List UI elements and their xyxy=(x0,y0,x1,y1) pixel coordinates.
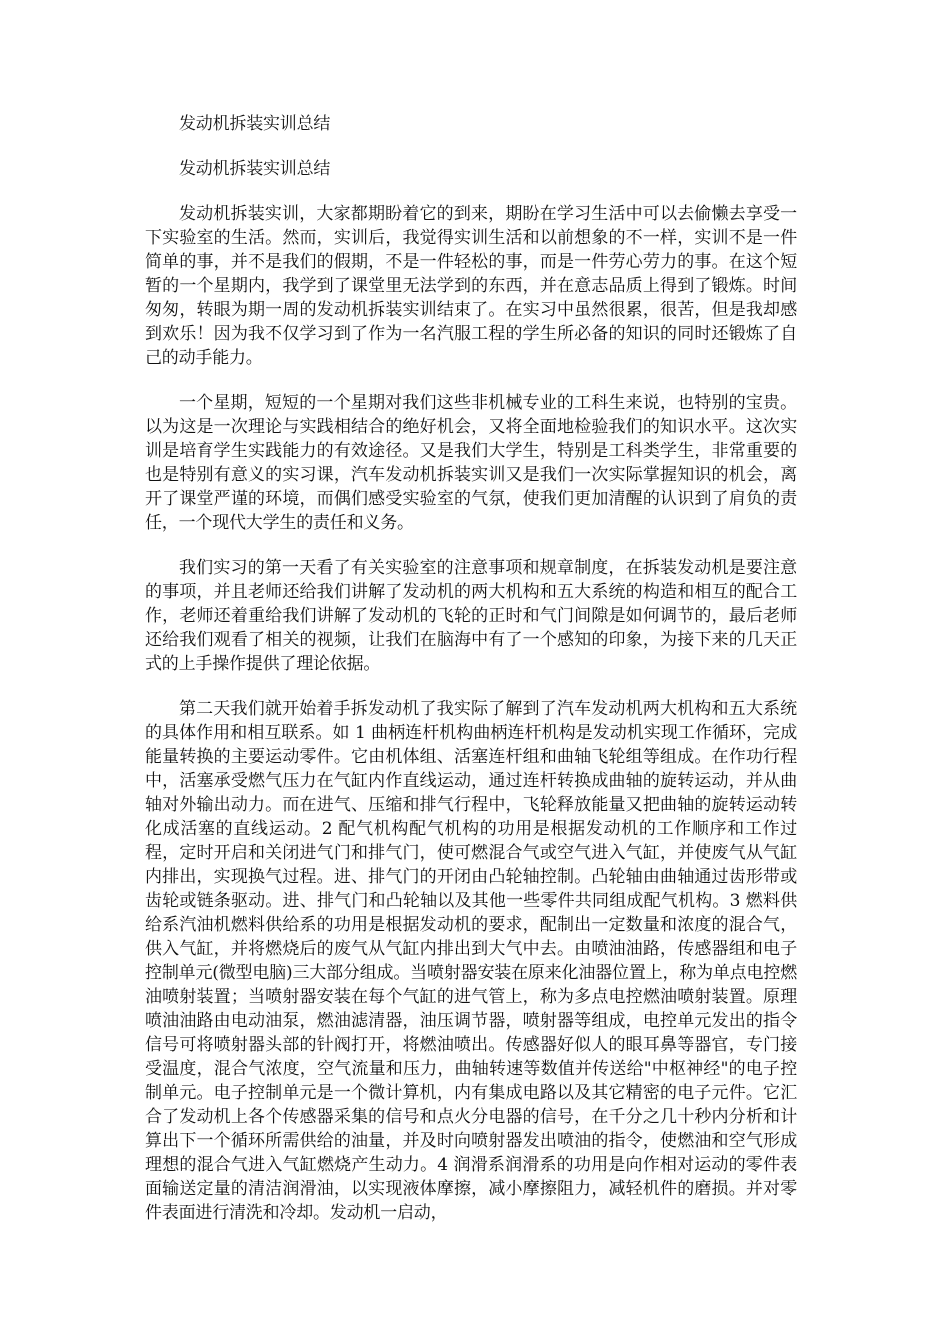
document-body xyxy=(145,112,797,1225)
document-title: 发动机拆装实训总结 xyxy=(179,114,331,134)
paragraph-1: 发动机拆装实训，大家都期盼着它的到来，期盼在学习生活中可以去偷懒去享受一下实验室的生活。然而，实训后，我觉得实训生活和以前想象的不一样，实训不是一件简单的事，并不是我们的假期，不是一件轻松的事，而是一件劳心劳力的事。在这个短暂的一个星期内，我学到了课堂里无法学到的东西，并在意志品质上得到了锻炼。时间匆匆，转眼为期一周的发动机拆装实训结束了。在实习中虽然很累，很苦，但是我却感到欢乐！因为我不仅学习到了作为一名汽服工程的学生所必备的知识的同时还锻炼了自己的动手能力。 xyxy=(145,204,797,368)
paragraph-4: 第二天我们就开始着手拆发动机了我实际了解到了汽车发动机两大机构和五大系统的具体作用和相互联系。如 1 曲柄连杆机构曲柄连杆机构是发动机实现工作循环，完成能量转换的主要运动零件。它由机体组、活塞连杆组和曲轴飞轮组等组成。在作功行程中，活塞承受燃气压力在气缸内作直线运动，通过连杆转换成曲轴的旋转运动，并从曲轴对外输出动力。而在进气、压缩和排气行程中，飞轮释放能量又把曲轴的旋转运动转化成活塞的直线运动。2 配气机构配气机构的功用是根据发动机的工作顺序和工作过程，定时开启和关闭进气门和排气门，使可燃混合气或空气进入气缸，并使废气从气缸内排出，实现换气过程。进、排气门的开闭由凸轮轴控制。凸轮轴由曲轴通过齿形带或齿轮或链条驱动。进、排气门和凸轮轴以及其他一些零件共同组成配气机构。3 燃料供给系汽油机燃料供给系的功用是根据发动机的要求，配制出一定数量和浓度的混合气，供入气缸，并将燃烧后的废气从气缸内排出到大气中去。由喷油油路，传感器组和电子控制单元(微型电脑)三大部分组成。当喷射器安装在原来化油器位置上，称为单点电控燃油喷射装置；当喷射器安装在每个气缸的进气管上，称为多点电控燃油喷射装置。原理喷油油路由电动油泵，燃油滤清器，油压调节器，喷射器等组成，电控单元发出的指令信号可将喷射器头部的针阀打开，将燃油喷出。传感器好似人的眼耳鼻等器官，专门接受温度，混合气浓度，空气流量和压力，曲轴转速等数值并传送给"中枢神经"的电子控制单元。电子控制单元是一个微计算机，内有集成电路以及其它精密的电子元件。它汇合了发动机上各个传感器采集的信号和点火分电器的信号，在千分之几十秒内分析和计算出下一个循环所需供给的油量，并及时向喷射器发出喷油的指令，使燃油和空气形成理想的混合气进入气缸燃烧产生动力。4 润滑系润滑系的功用是向作相对运动的零件表面输送定量的清洁润滑油，以实现液体摩擦，减小摩擦阻力，减轻机件的磨损。并对零件表面进行清洗和冷却。发动机一启动， xyxy=(145,699,797,1223)
document-subtitle: 发动机拆装实训总结 xyxy=(179,159,331,179)
paragraph-2: 一个星期，短短的一个星期对我们这些非机械专业的工科生来说，也特别的宝贵。以为这是一次理论与实践相结合的绝好机会，又将全面地检验我们的知识水平。这次实训是培育学生实践能力的有效途径。又是我们大学生，特别是工科类学生，非常重要的也是特别有意义的实习课，汽车发动机拆装实训又是我们一次实际掌握知识的机会，离开了课堂严谨的环境，而偶们感受实验室的气氛，使我们更加清醒的认识到了肩负的责任，一个现代大学生的责任和义务。 xyxy=(145,393,797,533)
paragraph-3: 我们实习的第一天看了有关实验室的注意事项和规章制度，在拆装发动机是要注意的事项，并且老师还给我们讲解了发动机的两大机构和五大系统的构造和相互的配合工作，老师还着重给我们讲解了发动机的飞轮的正时和气门间隙是如何调节的，最后老师还给我们观看了相关的视频，让我们在脑海中有了一个感知的印象，为接下来的几天正式的上手操作提供了理论依据。 xyxy=(145,558,797,674)
